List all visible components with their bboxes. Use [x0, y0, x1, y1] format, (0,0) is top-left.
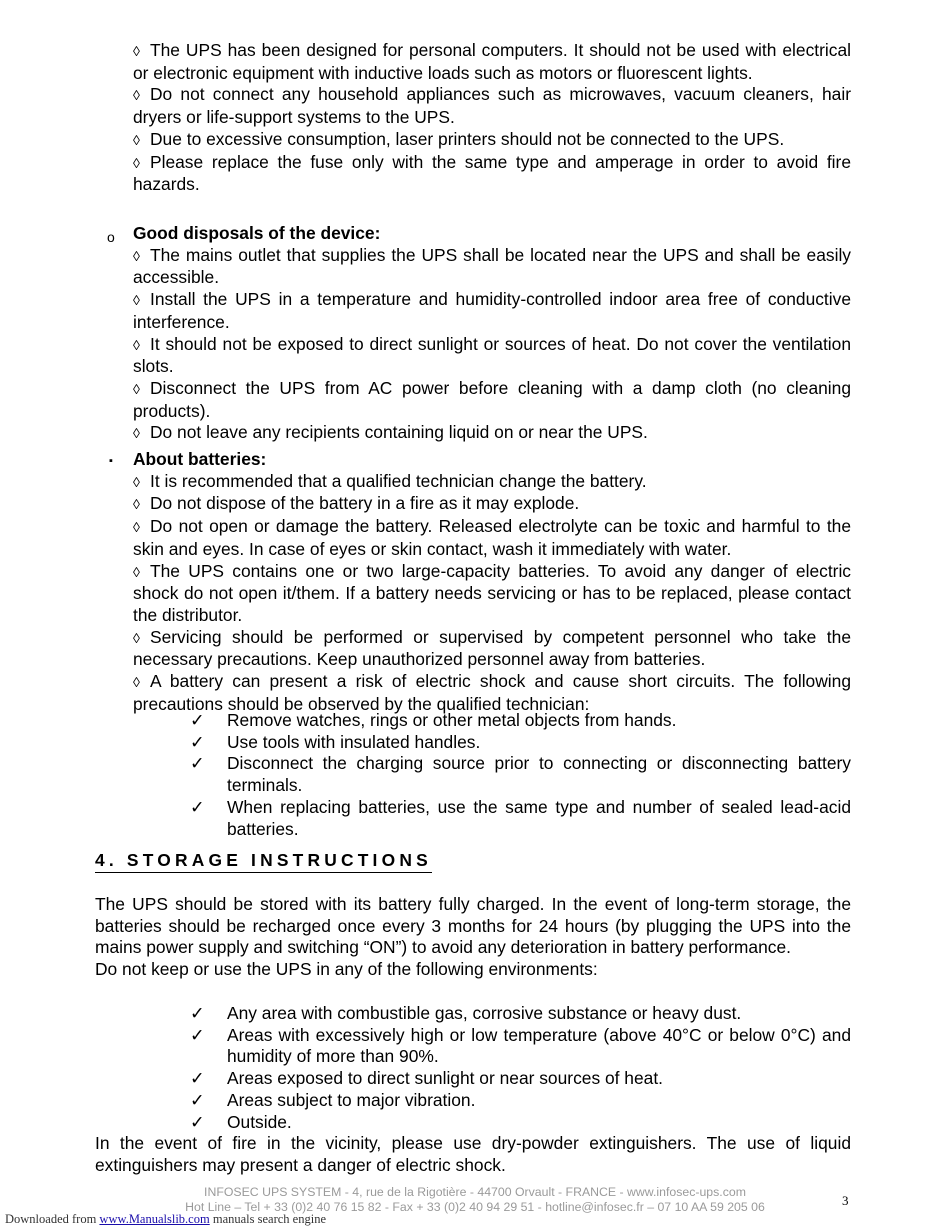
- circle-bullet-icon: o: [107, 229, 115, 245]
- checkmark-icon: ✓: [190, 753, 205, 774]
- diamond-bullet-icon: ◊: [133, 43, 140, 59]
- diamond-bullet-icon: ◊: [133, 425, 140, 442]
- checklist-item: ✓ Outside.: [190, 1111, 292, 1132]
- footer-address: INFOSEC UPS SYSTEM - 4, rue de la Rigotière - 44700 Orvault - FRANCE - www.infosec-ups.com: [204, 1185, 746, 1199]
- checkmark-icon: ✓: [190, 1111, 205, 1132]
- storage-environments-list: [187, 1003, 851, 1133]
- diamond-bullet-icon: ◊: [133, 674, 140, 691]
- list-item: ◊ The UPS has been designed for personal computers. It should not be used with electrical or electronic equipment with inductive loads such as motors or fluorescent lights.: [133, 40, 851, 83]
- footer-contact: Hot Line – Tel + 33 (0)2 40 76 15 82 - Fax + 33 (0)2 40 94 29 51 - hotline@infosec.fr – 07 10 AA 59 205 06: [185, 1199, 765, 1214]
- diamond-bullet-icon: ◊: [133, 154, 140, 171]
- storage-closing: [95, 1133, 851, 1176]
- storage-paragraph: The UPS should be stored with its battery fully charged. In the event of long-term storage, the batteries should be recharged once every 3 months for 24 hours (by plugging the UPS into the mains power supply and switching “ON”) to avoid any deterioration in battery performance.: [95, 894, 851, 958]
- list-item: ◊ Servicing should be performed or supervised by competent personnel who take the necessary precautions. Keep unauthorized personnel away from batteries.: [133, 626, 851, 670]
- download-watermark: Downloaded from www.Manualslib.com manuals search engine: [5, 1212, 326, 1226]
- section-heading: Good disposals of the device:: [133, 223, 381, 243]
- checkmark-icon: ✓: [190, 1003, 205, 1023]
- diamond-bullet-icon: ◊: [133, 473, 140, 490]
- list-item: ◊ The UPS contains one or two large-capacity batteries. To avoid any danger of electric shock do not open it/them. If a battery needs servicing or has to be replaced, please contact the distributor.: [133, 560, 851, 625]
- list-item: ◊ Due to excessive consumption, laser printers should not be connected to the UPS.: [133, 129, 851, 152]
- diamond-bullet-icon: ◊: [133, 380, 140, 397]
- list-item: ◊ Do not connect any household appliances such as microwaves, vacuum cleaners, hair dryers or life-support systems to the UPS.: [133, 84, 851, 128]
- storage-body: [95, 894, 851, 981]
- page-number: 3: [842, 1193, 849, 1208]
- list-item: ◊ Please replace the fuse only with the same type and amperage in order to avoid fire hazards.: [133, 151, 851, 195]
- storage-section-title: 4. STORAGE INSTRUCTIONS: [95, 849, 432, 873]
- storage-paragraph: In the event of fire in the vicinity, please use dry-powder extinguishers. The use of liquid extinguishers may present a danger of electric shock.: [95, 1133, 851, 1175]
- list-item: ◊ Do not dispose of the battery in a fire as it may explode.: [133, 493, 851, 516]
- diamond-bullet-icon: ◊: [133, 247, 140, 264]
- diamond-bullet-icon: ◊: [133, 496, 140, 513]
- list-item: ◊ The mains outlet that supplies the UPS shall be located near the UPS and shall be easily accessible.: [133, 244, 851, 288]
- checklist-item: ✓ Use tools with insulated handles.: [190, 731, 481, 752]
- checkmark-icon: ✓: [190, 1024, 205, 1045]
- checkmark-icon: ✓: [190, 1089, 205, 1110]
- list-item: ◊ Disconnect the UPS from AC power before cleaning with a damp cloth (no cleaning products).: [133, 377, 851, 421]
- diamond-bullet-icon: ◊: [133, 87, 140, 104]
- list-item: ◊ A battery can present a risk of electric shock and cause short circuits. The following precautions should be observed by the qualified technician:: [133, 671, 851, 714]
- checklist-item: ✓ Disconnect the charging source prior to connecting or disconnecting battery terminals.: [190, 753, 851, 796]
- checkmark-icon: ✓: [190, 731, 205, 752]
- diamond-bullet-icon: ◊: [133, 336, 140, 353]
- checklist-item: ✓ Areas with excessively high or low temperature (above 40°C or below 0°C) and humidity of more than 90%.: [190, 1024, 851, 1067]
- checkmark-icon: ✓: [190, 796, 205, 817]
- batteries-section: [133, 449, 851, 715]
- manualslib-link[interactable]: www.Manualslib.com: [99, 1212, 210, 1226]
- list-item: ◊ Install the UPS in a temperature and humidity-controlled indoor area free of conductive interference.: [133, 289, 851, 332]
- list-item: ◊ It is recommended that a qualified technician change the battery.: [133, 471, 851, 494]
- diamond-bullet-icon: ◊: [133, 131, 140, 148]
- list-item: ◊ It should not be exposed to direct sunlight or sources of heat. Do not cover the ventilation slots.: [133, 333, 851, 377]
- checklist-item: ✓ Remove watches, rings or other metal objects from hands.: [190, 710, 677, 730]
- checklist-item: ✓ Areas subject to major vibration.: [190, 1089, 476, 1110]
- checkmark-icon: ✓: [190, 1068, 205, 1089]
- checklist-item: ✓ Any area with combustible gas, corrosive substance or heavy dust.: [190, 1003, 742, 1023]
- battery-precautions-list: [187, 710, 851, 840]
- diamond-bullet-icon: ◊: [133, 292, 140, 309]
- section-heading: About batteries:: [133, 449, 267, 469]
- intro-bullets: [133, 40, 851, 196]
- checklist-item: ✓ Areas exposed to direct sunlight or near sources of heat.: [190, 1068, 663, 1089]
- storage-paragraph: Do not keep or use the UPS in any of the following environments:: [95, 959, 598, 980]
- diamond-bullet-icon: ◊: [133, 519, 140, 536]
- checkmark-icon: ✓: [190, 710, 205, 730]
- disposal-section: [133, 223, 851, 445]
- checklist-item: ✓ When replacing batteries, use the same type and number of sealed lead-acid batteries.: [190, 796, 851, 839]
- list-item: ◊ Do not leave any recipients containing liquid on or near the UPS.: [133, 422, 851, 445]
- square-bullet-icon: ▪: [109, 455, 113, 467]
- diamond-bullet-icon: ◊: [133, 629, 140, 646]
- list-item: ◊ Do not open or damage the battery. Released electrolyte can be toxic and harmful to the skin and eyes. In case of eyes or skin contact, wash it immediately with water.: [133, 516, 851, 559]
- diamond-bullet-icon: ◊: [133, 563, 140, 580]
